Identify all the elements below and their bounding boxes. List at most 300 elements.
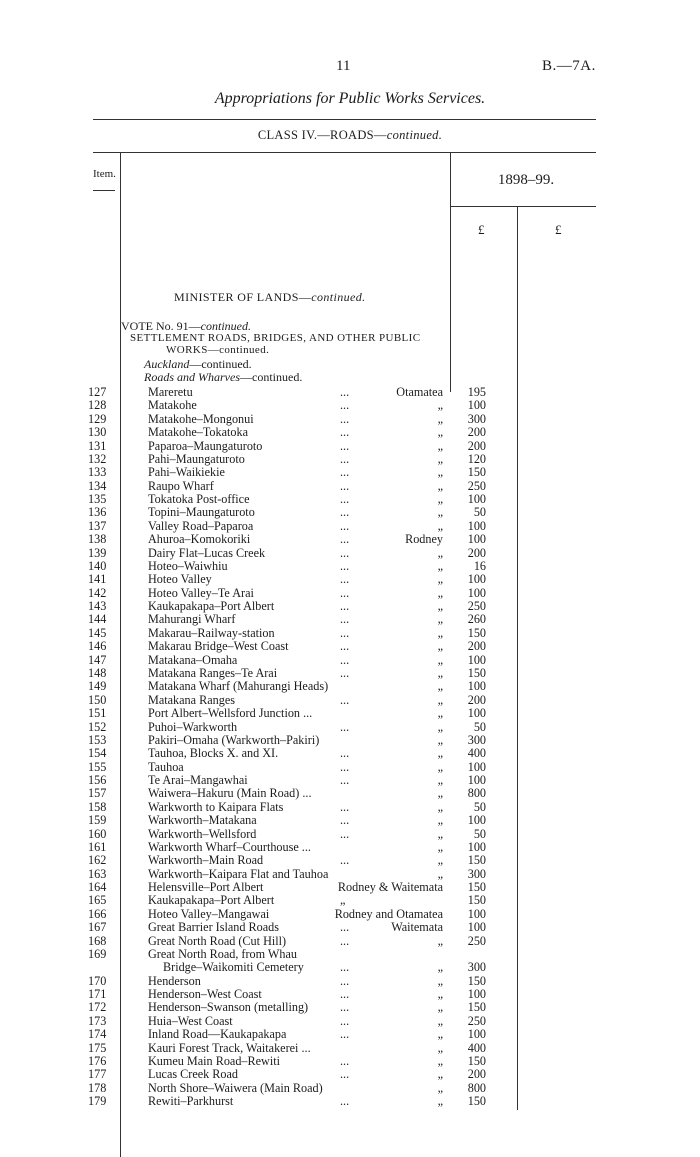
road-name: Warkworth–Wellsford	[148, 826, 257, 841]
item-number: 153	[88, 732, 107, 747]
leader-dots: ...	[340, 920, 350, 935]
leader-dots: ...	[340, 585, 350, 600]
amount: 300	[467, 732, 486, 747]
amount: 195	[467, 385, 486, 399]
item-number: 134	[88, 478, 107, 493]
electoral-district: „	[437, 465, 443, 480]
table-row	[0, 894, 700, 907]
electoral-district: „	[437, 665, 443, 680]
table-row	[0, 506, 700, 519]
table-row	[0, 627, 700, 640]
item-number: 155	[88, 759, 107, 774]
road-name: Matakohe	[148, 398, 197, 413]
item-number: 135	[88, 492, 107, 507]
electoral-district: „	[437, 451, 443, 466]
amount: 100	[467, 813, 486, 828]
road-name: Tauhoa	[148, 759, 184, 774]
table-row	[0, 1001, 700, 1014]
electoral-district: „	[437, 599, 443, 614]
leader-dots: ...	[340, 572, 350, 587]
subsection-heading	[144, 370, 302, 385]
leader-dots: ...	[340, 612, 350, 627]
road-name: Great North Road (Cut Hill)	[148, 933, 287, 948]
table-row	[0, 814, 700, 827]
table-row	[0, 1095, 700, 1108]
amount: 250	[467, 1013, 486, 1028]
table-row	[0, 881, 700, 894]
amount: 200	[467, 1067, 486, 1082]
item-number: 132	[88, 451, 107, 466]
road-name: Warkworth–Main Road	[148, 853, 264, 868]
road-name: Great Barrier Island Roads	[148, 920, 279, 935]
road-name: Henderson–West Coast	[148, 987, 262, 1002]
road-name: Valley Road–Paparoa	[148, 518, 254, 533]
electoral-district: „	[437, 773, 443, 788]
road-name: Ahuroa–Komokoriki	[148, 532, 251, 547]
amount: 200	[467, 425, 486, 440]
item-number: 141	[88, 572, 107, 587]
page-number: 11	[336, 58, 351, 74]
road-name: Kaukapakapa–Port Albert	[148, 893, 275, 908]
road-name: Hoteo Valley	[148, 572, 212, 587]
amount: 100	[467, 532, 486, 547]
road-name: Port Albert–Wellsford Junction ...	[148, 706, 313, 721]
electoral-district: Otamatea	[396, 385, 443, 399]
item-number: 137	[88, 518, 107, 533]
amount: 200	[467, 545, 486, 560]
amount: 260	[467, 612, 486, 627]
table-row	[0, 1082, 700, 1095]
road-name: Te Arai–Mangawhai	[148, 773, 248, 788]
year-column-rule	[450, 152, 451, 392]
table-row	[0, 921, 700, 934]
road-name: Bridge–Waikomiti Cemetery	[163, 960, 304, 975]
settlement-heading-line-1: SETTLEMENT ROADS, BRIDGES, AND OTHER PUBLIC	[130, 332, 421, 344]
table-row	[0, 961, 700, 974]
table-row	[0, 948, 700, 961]
table-row	[0, 1028, 700, 1041]
road-name: Huia–West Coast	[148, 1013, 233, 1028]
table-row	[0, 560, 700, 573]
item-number: 140	[88, 558, 107, 573]
leader-dots: ...	[340, 759, 350, 774]
amount: 50	[473, 799, 486, 814]
road-name: Kaukapakapa–Port Albert	[148, 599, 275, 614]
amount: 250	[467, 478, 486, 493]
item-number: 156	[88, 773, 107, 788]
item-number: 173	[88, 1013, 107, 1028]
electoral-district: „	[437, 398, 443, 413]
electoral-district: „	[437, 438, 443, 453]
road-name: Warkworth Wharf–Courthouse ...	[148, 839, 311, 854]
leader-dots: ...	[340, 826, 350, 841]
minister-continued: continued.	[311, 290, 366, 304]
table-row	[0, 654, 700, 667]
item-number: 130	[88, 425, 107, 440]
amount: 100	[467, 572, 486, 587]
road-name: Pakiri–Omaha (Warkworth–Pakiri)	[148, 732, 320, 747]
item-number: 177	[88, 1067, 107, 1082]
item-number: 133	[88, 465, 107, 480]
leader-dots: ...	[340, 1027, 350, 1042]
amount: 400	[467, 1040, 486, 1055]
table-row	[0, 694, 700, 707]
road-name: Dairy Flat–Lucas Creek	[148, 545, 266, 560]
document-reference: B.—7A.	[542, 58, 596, 74]
amount: 800	[467, 786, 486, 801]
electoral-district: „	[437, 425, 443, 440]
electoral-district: „	[437, 1000, 443, 1015]
item-number: 150	[88, 692, 107, 707]
item-number: 157	[88, 786, 107, 801]
item-number: 169	[88, 946, 107, 961]
item-number: 175	[88, 1040, 107, 1055]
amount: 150	[467, 893, 486, 908]
item-number: 171	[88, 987, 107, 1002]
leader-dots: ...	[340, 973, 350, 988]
amount: 100	[467, 585, 486, 600]
table-row	[0, 680, 700, 693]
leader-dots: ...	[340, 960, 350, 975]
leader-dots: ...	[340, 813, 350, 828]
leader-dots: ...	[340, 692, 350, 707]
item-number: 162	[88, 853, 107, 868]
amount: 250	[467, 933, 486, 948]
item-number: 161	[88, 839, 107, 854]
electoral-district: „	[437, 973, 443, 988]
table-row	[0, 721, 700, 734]
leader-dots: ...	[340, 425, 350, 440]
header-rule	[93, 152, 596, 153]
leader-dots: ...	[340, 746, 350, 761]
table-row	[0, 761, 700, 774]
electoral-district: Rodney and Otamatea	[334, 906, 443, 921]
electoral-district: „	[437, 1027, 443, 1042]
item-number: 136	[88, 505, 107, 520]
item-number: 158	[88, 799, 107, 814]
amount: 150	[467, 1000, 486, 1015]
table-row	[0, 1015, 700, 1028]
page-title: Appropriations for Public Works Services.	[214, 90, 486, 107]
amount: 100	[467, 987, 486, 1002]
leader-dots: ...	[340, 987, 350, 1002]
road-name: Makarau Bridge–West Coast	[148, 639, 289, 654]
amount: 16	[473, 558, 486, 573]
road-name: Tokatoka Post-office	[148, 492, 250, 507]
electoral-district: „	[437, 612, 443, 627]
vote-continued: continued.	[200, 319, 251, 333]
leader-dots: ...	[340, 385, 350, 399]
table-row	[0, 533, 700, 546]
item-number: 167	[88, 920, 107, 935]
item-number: 176	[88, 1054, 107, 1068]
currency-header-1: £	[478, 222, 485, 237]
minister-heading	[174, 290, 366, 305]
road-name: North Shore–Waiwera (Main Road)	[148, 1080, 323, 1095]
item-number: 148	[88, 665, 107, 680]
amount: 200	[467, 438, 486, 453]
item-number: 149	[88, 679, 107, 694]
leader-dots: ...	[340, 492, 350, 507]
road-name: Henderson–Swanson (metalling)	[148, 1000, 309, 1015]
road-name: Matakana Ranges	[148, 692, 235, 707]
table-row	[0, 868, 700, 881]
item-number: 152	[88, 719, 107, 734]
amount: 300	[467, 960, 486, 975]
electoral-district: „	[437, 799, 443, 814]
electoral-district: „	[437, 679, 443, 694]
road-name: Matakana Ranges–Te Arai	[148, 665, 278, 680]
amount: 150	[467, 1054, 486, 1068]
leader-dots: ...	[340, 773, 350, 788]
settlement-heading-line-2: WORKS—continued.	[166, 344, 270, 356]
region-suffix: —continued.	[189, 357, 252, 371]
table-row	[0, 600, 700, 613]
table-row	[0, 774, 700, 787]
electoral-district: „	[437, 706, 443, 721]
amount: 150	[467, 1094, 486, 1109]
road-name: Kauri Forest Track, Waitakerei ...	[148, 1040, 311, 1055]
item-number: 129	[88, 411, 107, 426]
item-number: 178	[88, 1080, 107, 1095]
road-name: Pahi–Maungaturoto	[148, 451, 245, 466]
item-number: 164	[88, 880, 107, 895]
amount: 50	[473, 719, 486, 734]
leader-dots: ...	[340, 518, 350, 533]
class-heading	[0, 128, 700, 143]
table-row	[0, 734, 700, 747]
amount: 150	[467, 880, 486, 895]
table-row	[0, 854, 700, 867]
table-row	[0, 573, 700, 586]
item-number: 154	[88, 746, 107, 761]
item-number: 174	[88, 1027, 107, 1042]
minister-label: MINISTER OF LANDS—	[174, 290, 312, 304]
leader-dots: ...	[340, 853, 350, 868]
item-number: 145	[88, 625, 107, 640]
electoral-district: „	[437, 585, 443, 600]
table-row	[0, 426, 700, 439]
road-name: Matakohe–Tokatoka	[148, 425, 248, 440]
table-row	[0, 480, 700, 493]
road-name: Mareretu	[148, 385, 193, 399]
road-name: Kumeu Main Road–Rewiti	[148, 1054, 281, 1068]
table-row	[0, 640, 700, 653]
road-name: Matakohe–Mongonui	[148, 411, 254, 426]
currency-header-2: £	[555, 222, 562, 237]
amount: 250	[467, 599, 486, 614]
table-row	[0, 908, 700, 921]
road-name: Hoteo Valley–Mangawai	[148, 906, 270, 921]
amount: 100	[467, 518, 486, 533]
road-name: Great North Road, from Whau	[148, 946, 298, 961]
amount: 100	[467, 679, 486, 694]
road-name: Makarau–Railway-station	[148, 625, 275, 640]
road-name: Puhoi–Warkworth	[148, 719, 238, 734]
subsection-label: Roads and Wharves	[144, 370, 240, 384]
electoral-district: „	[437, 411, 443, 426]
table-row	[0, 1068, 700, 1081]
leader-dots: ...	[340, 478, 350, 493]
amount: 100	[467, 920, 486, 935]
road-name: Pahi–Waikiekie	[148, 465, 225, 480]
road-name: Tauhoa, Blocks X. and XI.	[148, 746, 279, 761]
amount: 150	[467, 973, 486, 988]
leader-dots: ...	[340, 719, 350, 734]
item-number: 172	[88, 1000, 107, 1015]
table-row	[0, 667, 700, 680]
item-number: 168	[88, 933, 107, 948]
item-number: 146	[88, 639, 107, 654]
amount: 100	[467, 839, 486, 854]
leader-dots: ...	[340, 665, 350, 680]
electoral-district: „	[437, 1067, 443, 1082]
item-number: 166	[88, 906, 107, 921]
table-row	[0, 520, 700, 533]
electoral-district: „	[437, 960, 443, 975]
electoral-district: „	[437, 572, 443, 587]
electoral-district: „	[437, 719, 443, 734]
electoral-district: „	[437, 492, 443, 507]
table-row	[0, 493, 700, 506]
table-row	[0, 413, 700, 426]
amount: 800	[467, 1080, 486, 1095]
electoral-district: „	[437, 759, 443, 774]
amount: 150	[467, 853, 486, 868]
amount: 100	[467, 906, 486, 921]
road-name: Mahurangi Wharf	[148, 612, 236, 627]
table-row	[0, 707, 700, 720]
leader-dots: ...	[340, 599, 350, 614]
table-row	[0, 747, 700, 760]
item-number: 147	[88, 652, 107, 667]
amount: 100	[467, 773, 486, 788]
road-name: Matakana Wharf (Mahurangi Heads)	[148, 679, 329, 694]
table-row	[0, 975, 700, 988]
road-name: Henderson	[148, 973, 201, 988]
leader-dots: ...	[340, 933, 350, 948]
amount: 150	[467, 465, 486, 480]
table-row	[0, 935, 700, 948]
electoral-district: „	[437, 866, 443, 881]
item-number: 160	[88, 826, 107, 841]
table-row	[0, 613, 700, 626]
leader-dots: ...	[340, 1094, 350, 1109]
leader-dots: ...	[340, 532, 350, 547]
amount: 200	[467, 692, 486, 707]
leader-dots: ...	[340, 1067, 350, 1082]
electoral-district: „	[437, 478, 443, 493]
electoral-district: „	[437, 732, 443, 747]
leader-dots: ...	[340, 451, 350, 466]
leader-dots: ...	[340, 1013, 350, 1028]
road-name: Matakana–Omaha	[148, 652, 238, 667]
electoral-district: „	[437, 639, 443, 654]
table-row	[0, 801, 700, 814]
road-name: Topini–Maungaturoto	[148, 505, 255, 520]
item-number: 144	[88, 612, 107, 627]
amount: 100	[467, 652, 486, 667]
amount: 400	[467, 746, 486, 761]
road-name: Helensville–Port Albert	[148, 880, 264, 895]
amount: 150	[467, 665, 486, 680]
electoral-district: „	[437, 746, 443, 761]
amount: 100	[467, 1027, 486, 1042]
electoral-district: „	[437, 1080, 443, 1095]
item-number: 139	[88, 545, 107, 560]
leader-dots: ...	[340, 398, 350, 413]
amount: 150	[467, 625, 486, 640]
electoral-district: Rodney & Waitemata	[337, 880, 443, 895]
table-row	[0, 787, 700, 800]
item-number: 142	[88, 585, 107, 600]
item-column-header: Item.	[93, 168, 116, 180]
electoral-district: „	[437, 652, 443, 667]
subsection-suffix: —continued.	[240, 370, 303, 384]
electoral-district: „	[437, 1040, 443, 1055]
electoral-district: „	[340, 893, 346, 908]
electoral-district: „	[437, 839, 443, 854]
road-name: Rewiti–Parkhurst	[148, 1094, 234, 1109]
class-heading-main: CLASS IV.—ROADS—	[257, 128, 387, 142]
item-number: 163	[88, 866, 107, 881]
item-number: 170	[88, 973, 107, 988]
table-row	[0, 1042, 700, 1055]
leader-dots: ...	[340, 652, 350, 667]
item-number: 131	[88, 438, 107, 453]
item-number: 151	[88, 706, 107, 721]
table-row	[0, 466, 700, 479]
road-name: Raupo Wharf	[148, 478, 214, 493]
electoral-district: „	[437, 1013, 443, 1028]
leader-dots: ...	[340, 639, 350, 654]
amount: 120	[467, 451, 486, 466]
electoral-district: Rodney	[405, 532, 443, 547]
road-name: Waiwera–Hakuru (Main Road) ...	[148, 786, 312, 801]
table-row	[0, 828, 700, 841]
road-name: Warkworth to Kaipara Flats	[148, 799, 284, 814]
amount: 100	[467, 398, 486, 413]
table-row	[0, 453, 700, 466]
electoral-district: „	[437, 813, 443, 828]
leader-dots: ...	[340, 799, 350, 814]
electoral-district: „	[437, 1094, 443, 1109]
table-row	[0, 547, 700, 560]
item-number: 179	[88, 1094, 107, 1109]
amount: 200	[467, 639, 486, 654]
electoral-district: Waitemata	[391, 920, 443, 935]
leader-dots: ...	[340, 465, 350, 480]
road-name: Inland Road—Kaukapakapa	[148, 1027, 287, 1042]
item-number: 138	[88, 532, 107, 547]
electoral-district: „	[437, 558, 443, 573]
leader-dots: ...	[340, 1054, 350, 1068]
amount: 100	[467, 706, 486, 721]
electoral-district: „	[437, 545, 443, 560]
table-row	[0, 1055, 700, 1068]
electoral-district: „	[437, 518, 443, 533]
table-row	[0, 988, 700, 1001]
electoral-district: „	[437, 826, 443, 841]
leader-dots: ...	[340, 625, 350, 640]
item-number: 165	[88, 893, 107, 908]
road-name: Warkworth–Matakana	[148, 813, 257, 828]
road-name: Hoteo Valley–Te Arai	[148, 585, 254, 600]
table-row	[0, 587, 700, 600]
amount: 50	[473, 505, 486, 520]
leader-dots: ...	[340, 438, 350, 453]
amount: 300	[467, 411, 486, 426]
